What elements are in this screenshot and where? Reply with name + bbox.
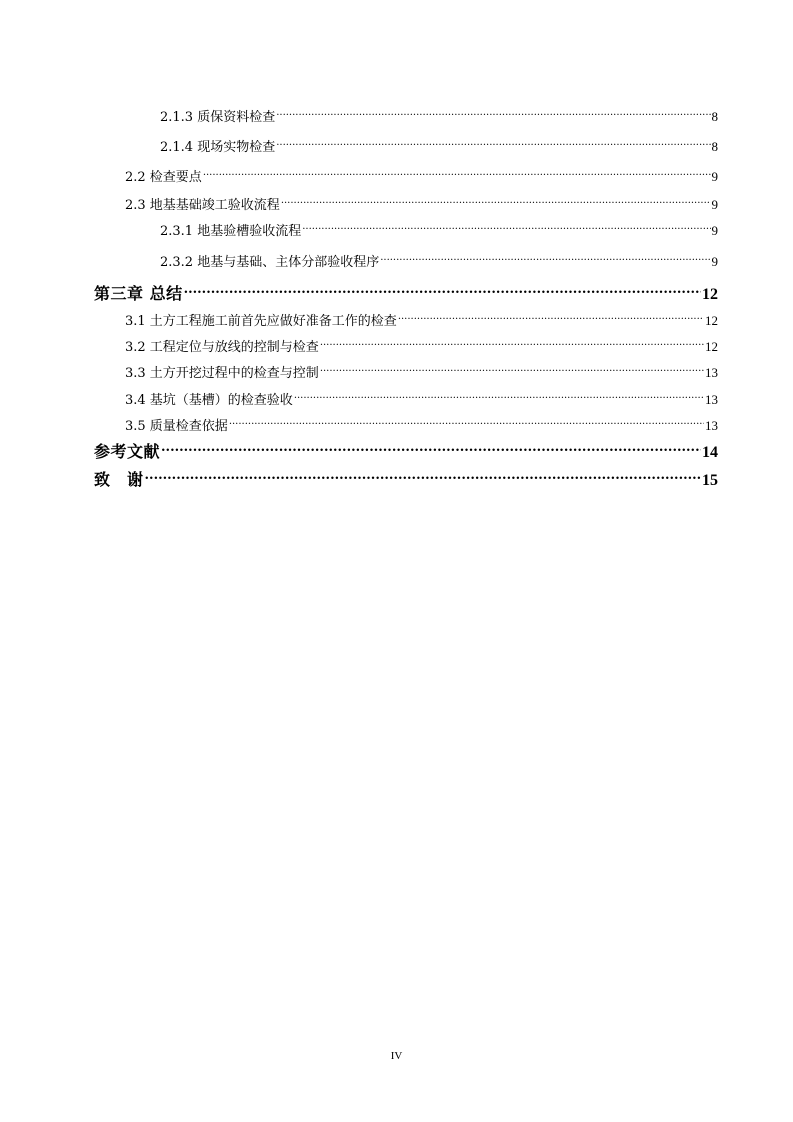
toc-entry-page: 8 [711,139,718,154]
toc-entry-title: 第三章 总结 [94,284,183,303]
toc-entry[interactable] [125,331,718,355]
toc-entry-title: 3.5 质量检查依据 [125,419,228,434]
toc-entry-page: 12 [705,313,718,328]
page-number: IV [390,1050,403,1062]
toc-entry[interactable] [160,215,718,239]
toc-entry-page: 13 [705,365,718,380]
toc-entry[interactable] [125,161,718,185]
toc-entry-title: 3.1 土方工程施工前首先应做好准备工作的检查 [125,314,397,329]
toc-dot-leader [320,357,704,377]
toc-entry-title: 3.2 工程定位与放线的控制与检查 [125,340,319,355]
toc-dot-leader [398,305,704,325]
toc-entry-title: 3.3 土方开挖过程中的检查与控制 [125,366,319,381]
toc-chapter-entry[interactable] [94,277,718,303]
toc-entry[interactable] [160,246,718,270]
toc-entry-page: 9 [711,254,718,269]
toc-entry[interactable] [125,305,718,329]
toc-entry[interactable] [125,357,718,381]
toc-chapter-entry[interactable] [94,435,718,461]
toc-entry-page: 8 [711,109,718,124]
toc-entry-page: 13 [705,418,718,433]
toc-entry-page: 13 [705,392,718,407]
toc-dot-leader [184,277,701,299]
toc-entry-page: 9 [711,197,718,212]
toc-dot-leader [229,410,704,430]
toc-entry-page: 9 [711,223,718,238]
toc-entry-page: 12 [705,339,718,354]
toc-entry-title: 参考文献 [94,442,161,461]
toc-entry-page: 9 [711,169,718,184]
toc-entry-title: 2.3.2 地基与基础、主体分部验收程序 [160,255,380,270]
toc-entry[interactable] [125,384,718,408]
toc-entry-title: 2.1.3 质保资料检查 [160,110,276,125]
toc-dot-leader [145,463,701,485]
toc-entry-title: 3.4 基坑（基槽）的检查验收 [125,393,293,408]
toc-dot-leader [294,384,704,404]
toc-entry[interactable] [160,101,718,125]
toc-entry-title: 2.2 检查要点 [125,170,202,185]
toc-dot-leader [281,189,711,209]
toc-dot-leader [203,161,711,181]
toc-dot-leader [302,215,710,235]
toc-entry[interactable] [125,189,718,213]
toc-dot-leader [276,101,710,121]
toc-dot-leader [320,331,704,351]
toc-dot-leader [380,246,710,266]
toc-entry-page: 15 [702,472,718,489]
toc-entry[interactable] [160,131,718,155]
toc-dot-leader [276,131,710,151]
toc-entry-page: 12 [702,286,718,303]
toc-entry[interactable] [125,410,718,434]
toc-entry-title: 2.3 地基基础竣工验收流程 [125,198,280,213]
toc-dot-leader [161,435,701,457]
toc-entry-page: 14 [702,444,718,461]
toc-entry-title: 致 谢 [94,470,144,489]
toc-chapter-entry[interactable] [94,463,718,489]
toc-entry-title: 2.3.1 地基验槽验收流程 [160,224,302,239]
toc-entry-title: 2.1.4 现场实物检查 [160,140,276,155]
